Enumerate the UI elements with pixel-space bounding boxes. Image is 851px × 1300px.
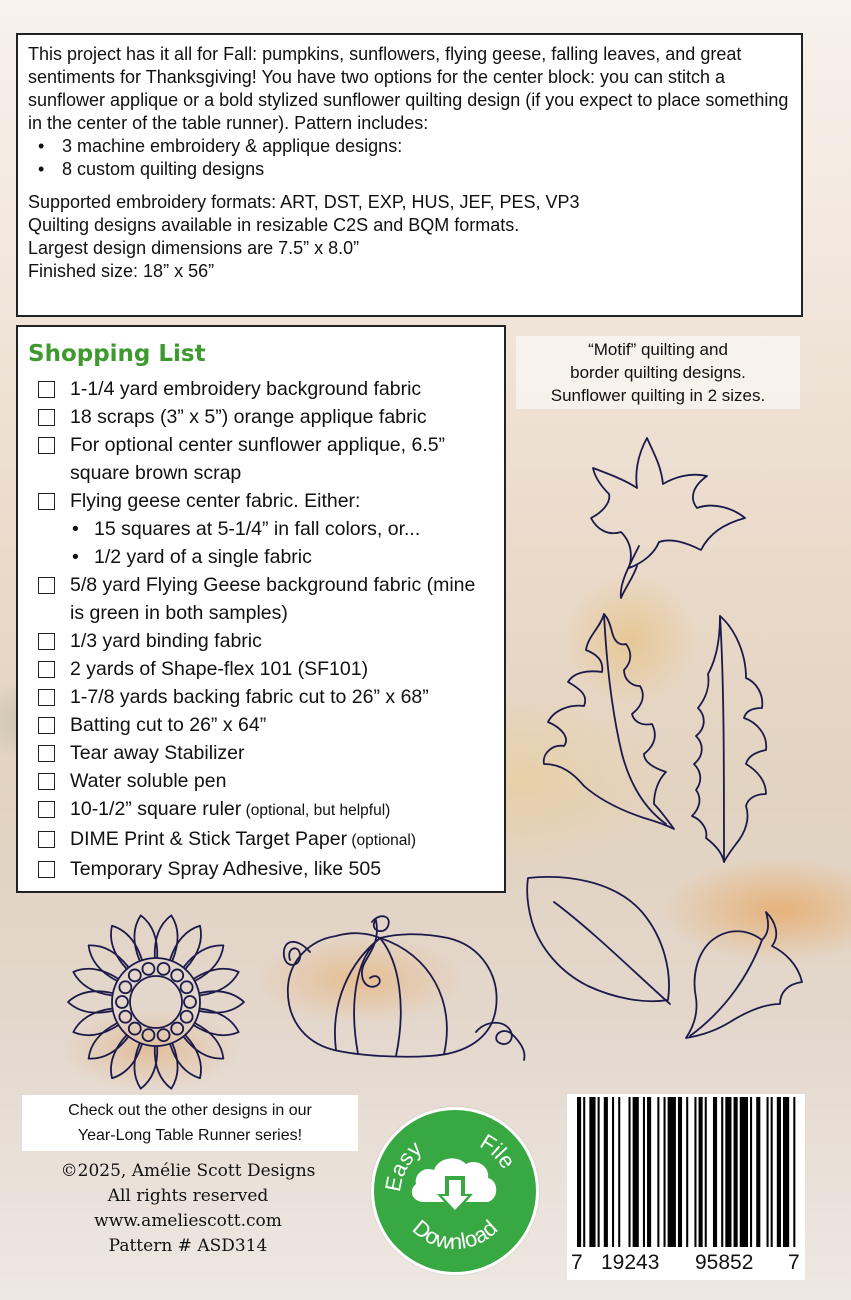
- checkbox[interactable]: [38, 661, 55, 678]
- checkbox[interactable]: [38, 831, 55, 848]
- sunflower-seed: [129, 969, 141, 981]
- barcode-bar: [612, 1097, 614, 1247]
- barcode-bar: [734, 1097, 738, 1247]
- barcode-bar: [713, 1097, 717, 1247]
- sunflower-seed: [158, 963, 170, 975]
- oak-leaf-quilting-design: [540, 614, 675, 829]
- quilting-formats-line: Quilting designs available in resizable C2S and BQM formats.: [28, 215, 520, 235]
- list-item-note: (optional): [347, 832, 417, 849]
- list-item: [28, 739, 494, 767]
- list-item-label: Water soluble pen: [70, 770, 227, 792]
- checkbox[interactable]: [38, 409, 55, 426]
- sunflower-seed: [181, 1011, 193, 1023]
- cloud-download-icon: [412, 1158, 496, 1214]
- barcode-bar: [633, 1097, 639, 1247]
- list-item: [28, 683, 494, 711]
- barcode-bar: [705, 1097, 707, 1247]
- list-item-label: DIME Print & Stick Target Paper: [70, 828, 348, 850]
- sunflower-seed: [171, 1023, 183, 1035]
- promo-line: Check out the other designs in our: [68, 1102, 312, 1119]
- barcode-bar: [678, 1097, 682, 1247]
- barcode-bar: [618, 1097, 620, 1247]
- list-item: [28, 571, 494, 627]
- badge-word-file: File: [475, 1128, 521, 1173]
- website-link[interactable]: www.ameliescott.com: [94, 1211, 282, 1231]
- list-item-label: 1/3 yard binding fabric: [70, 630, 262, 652]
- list-item: [28, 431, 494, 487]
- motif-note-line: “Motif” quilting and: [588, 340, 728, 359]
- barcode-bar: [598, 1097, 600, 1247]
- list-item: [28, 627, 494, 655]
- maple-leaf-quilting-design: [585, 438, 760, 598]
- checkbox[interactable]: [38, 717, 55, 734]
- barcode-bar: [643, 1097, 645, 1247]
- list-item: [28, 711, 494, 739]
- barcode-bar: [721, 1097, 723, 1247]
- svg-text:Download: [408, 1215, 502, 1254]
- includes-item: • 8 custom quilting designs: [30, 158, 791, 181]
- checkbox[interactable]: [38, 577, 55, 594]
- barcode-bar: [793, 1097, 795, 1247]
- series-promo-note: [22, 1095, 358, 1151]
- barcode-bar: [686, 1097, 688, 1247]
- barcode-bar: [668, 1097, 676, 1247]
- motif-note-line: border quilting designs.: [570, 363, 746, 382]
- heart-leaf-quilting-design: [684, 912, 806, 1040]
- list-item-label: 5/8 yard Flying Geese background fabric (mine is green in both samples): [70, 574, 476, 624]
- easy-file-download-badge[interactable]: [371, 1107, 539, 1275]
- pumpkin-quilting-design: [280, 912, 530, 1062]
- barcode-bar: [577, 1097, 581, 1247]
- checkbox[interactable]: [38, 633, 55, 650]
- barcode-bar: [725, 1097, 731, 1247]
- sunflower-seed: [116, 996, 128, 1008]
- barcode-bar: [767, 1097, 769, 1247]
- barcode-bar: [740, 1097, 748, 1247]
- motif-note: [516, 336, 800, 409]
- sunflower-quilting-design: [62, 910, 250, 1095]
- checkbox[interactable]: [38, 381, 55, 398]
- barcode-bar: [771, 1097, 773, 1247]
- intro-box: [16, 33, 803, 317]
- rights-text: All rights reserved: [107, 1186, 269, 1206]
- sunflower-petal: [73, 969, 117, 996]
- barcode-bar: [756, 1097, 760, 1247]
- long-leaf-quilting-design: [524, 872, 672, 1012]
- list-item-label: Flying geese center fabric. Either:: [70, 490, 361, 512]
- barcode-group-2: 95852: [695, 1251, 754, 1274]
- list-item-label: 1-1/4 yard embroidery background fabric: [70, 378, 422, 400]
- checkbox[interactable]: [38, 861, 55, 878]
- formats-line: Supported embroidery formats: ART, DST, EXP, HUS, JEF, PES, VP3: [28, 192, 580, 212]
- shopping-list-box: [16, 325, 506, 893]
- pattern-number: Pattern # ASD314: [108, 1236, 268, 1256]
- barcode-bar: [777, 1097, 781, 1247]
- sunflower-seed: [129, 1023, 141, 1035]
- holly-leaf-quilting-design: [684, 612, 784, 862]
- barcode-bar: [604, 1097, 608, 1247]
- checkbox[interactable]: [38, 801, 55, 818]
- list-item-note: (optional, but helpful): [241, 802, 391, 819]
- includes-item: • 3 machine embroidery & applique designs:: [30, 135, 791, 158]
- barcode-bar: [647, 1097, 651, 1247]
- checkbox[interactable]: [38, 745, 55, 762]
- sub-list: [70, 515, 494, 571]
- barcode-bars: [575, 1097, 797, 1247]
- list-item-label: Temporary Spray Adhesive, like 505: [70, 858, 382, 880]
- checkbox[interactable]: [38, 773, 55, 790]
- intro-paragraph: This project has it all for Fall: pumpkins, sunflowers, flying geese, falling leaves, and great sentiments for Thanksgiving! You have two options for the center block: you can stitch a sunflower applique or a bold stylized sunflower quilting design (if you expect to place something in the center of the table runner). Pattern includes:: [28, 44, 789, 133]
- sunflower-petal: [194, 969, 238, 996]
- list-item-label: 1-7/8 yards backing fabric cut to 26” x 68”: [70, 686, 429, 708]
- barcode-bar: [583, 1097, 585, 1247]
- barcode-bar: [657, 1097, 659, 1247]
- list-item: [28, 403, 494, 431]
- list-item-label: 10-1/2” square ruler: [70, 798, 242, 820]
- barcode: [567, 1094, 805, 1280]
- promo-line: Year-Long Table Runner series!: [77, 1127, 303, 1144]
- badge-word-download: Download: [407, 1214, 503, 1255]
- checkbox[interactable]: [38, 689, 55, 706]
- list-item-label: Batting cut to 26” x 64”: [70, 714, 267, 736]
- barcode-digit-left: 7: [571, 1251, 583, 1274]
- barcode-bar: [629, 1097, 631, 1247]
- credits-block: [28, 1159, 348, 1259]
- sunflower-seed: [119, 981, 131, 993]
- motif-note-line: Sunflower quilting in 2 sizes.: [550, 386, 766, 405]
- list-item: [28, 855, 494, 883]
- sunflower-seed: [142, 1029, 154, 1041]
- barcode-group-1: 19243: [601, 1251, 660, 1274]
- checkbox[interactable]: [38, 437, 55, 454]
- shopping-list: [28, 375, 494, 883]
- list-item: [28, 487, 494, 571]
- checkbox[interactable]: [38, 493, 55, 510]
- sunflower-seed: [181, 981, 193, 993]
- list-item-label: Tear away Stabilizer: [70, 742, 245, 764]
- shopping-list-title: Shopping List: [28, 341, 206, 367]
- sunflower-seed: [119, 1011, 131, 1023]
- sunflower-petal: [194, 1009, 238, 1036]
- list-item-label: 2 yards of Shape-flex 101 (SF101): [70, 658, 369, 680]
- sunflower-seed: [142, 963, 154, 975]
- list-item: [28, 375, 494, 403]
- list-item: [28, 767, 494, 795]
- barcode-bar: [699, 1097, 703, 1247]
- list-item-label: 18 scraps (3” x 5”) orange applique fabric: [70, 406, 427, 428]
- barcode-number: [571, 1247, 800, 1277]
- includes-list: [30, 135, 791, 181]
- barcode-bar: [664, 1097, 666, 1247]
- sub-list-item: • 1/2 yard of a single fabric: [70, 543, 494, 571]
- finished-size-line: Finished size: 18” x 56”: [28, 261, 215, 281]
- copyright-text: ©2025, Amélie Scott Designs: [60, 1161, 316, 1181]
- barcode-bar: [750, 1097, 752, 1247]
- sunflower-seed: [184, 996, 196, 1008]
- sub-list-item: • 15 squares at 5-1/4” in fall colors, or...: [70, 515, 494, 543]
- barcode-bar: [694, 1097, 696, 1247]
- list-item-label: For optional center sunflower applique, 6.5” square brown scrap: [70, 434, 446, 484]
- list-item: [28, 655, 494, 683]
- sunflower-seed: [171, 969, 183, 981]
- barcode-digit-right: 7: [788, 1251, 800, 1274]
- barcode-bar: [589, 1097, 595, 1247]
- barcode-bar: [783, 1097, 789, 1247]
- sunflower-seed: [158, 1029, 170, 1041]
- dimensions-line: Largest design dimensions are 7.5” x 8.0”: [28, 238, 360, 258]
- list-item: [28, 795, 494, 825]
- list-item: [28, 825, 494, 855]
- badge-word-easy: Easy: [380, 1135, 427, 1194]
